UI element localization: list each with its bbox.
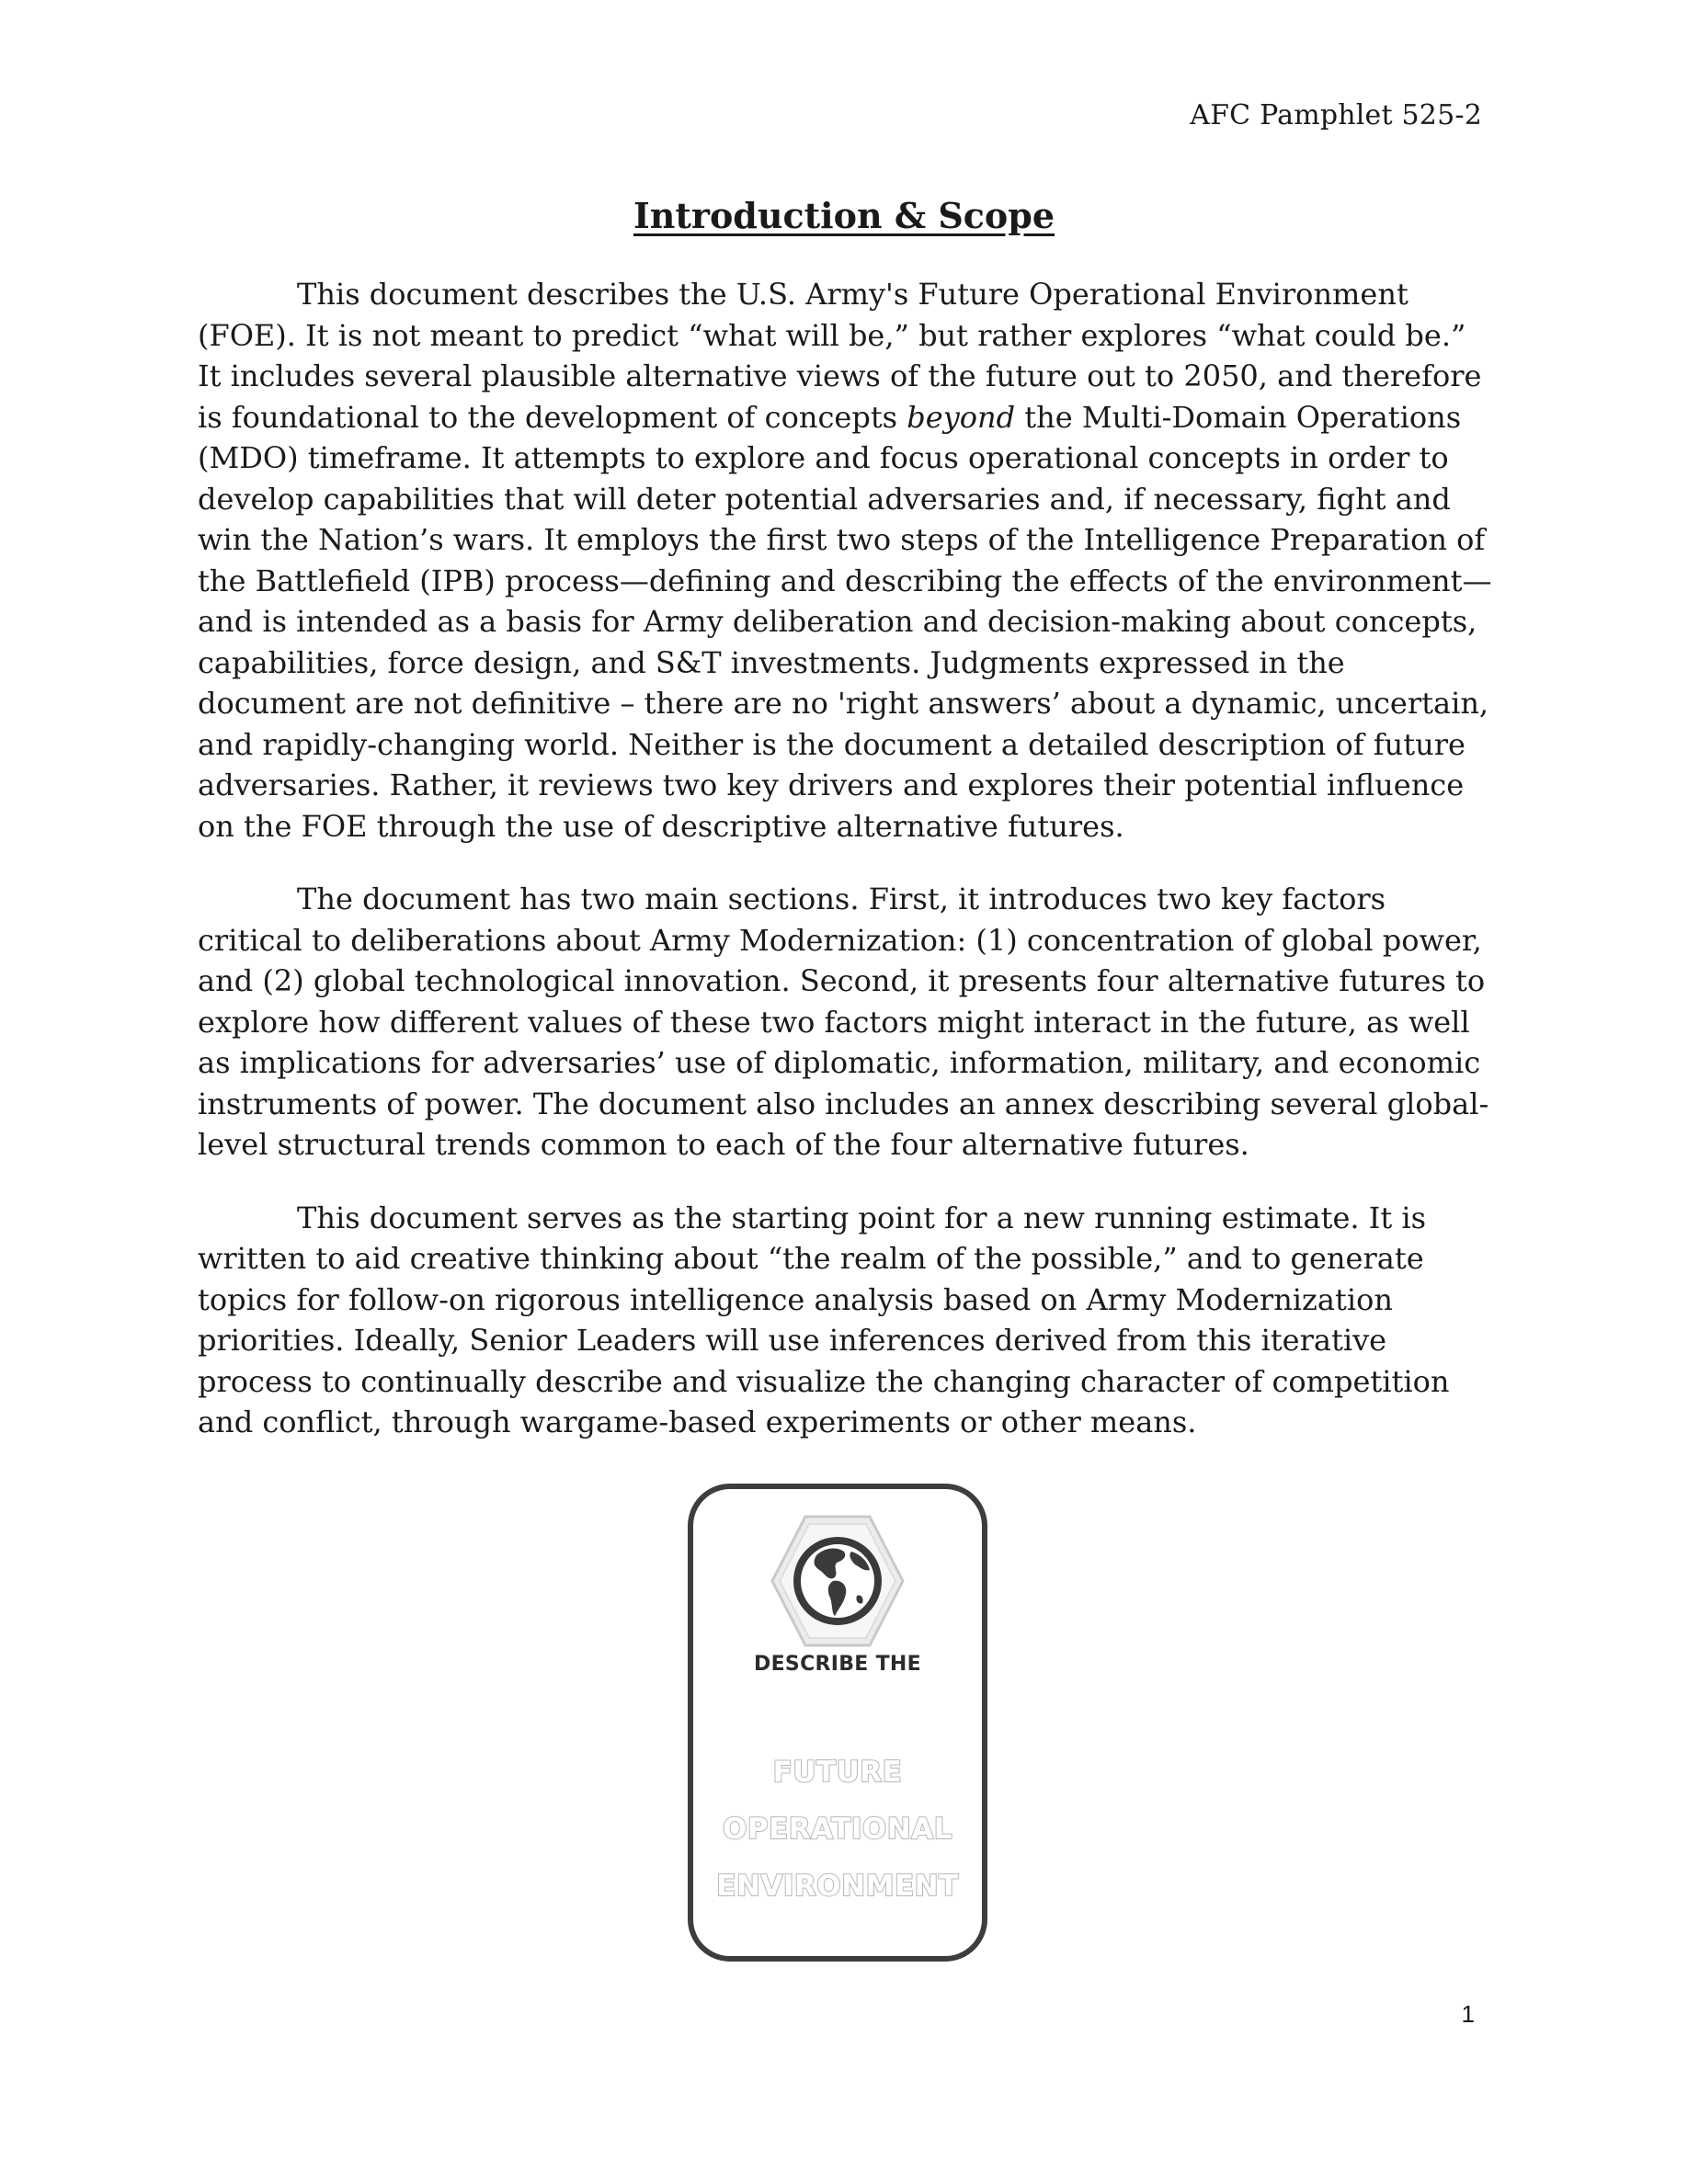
graphic-describe-label: DESCRIBE THE (754, 1653, 921, 1676)
foe-graphic-card (688, 1484, 987, 1962)
graphic-environment-label: ENVIRONMENT (716, 1870, 959, 1903)
graphic-future-label: FUTURE (772, 1756, 903, 1789)
paragraph-1-emphasis: beyond (907, 399, 1016, 435)
body-text (198, 274, 1492, 1475)
section-title: Introduction & Scope (633, 195, 1055, 236)
paragraph-1 (198, 274, 1492, 847)
paragraph-1-before: This document describes the U.S. Army's Future Operational Environment (FOE). It is not meant to predict “what will be,” but rather explores “what could be.” It includes several plausible alternative views of the future out to 2050, and therefore is foundational to the development of concepts (198, 277, 1482, 435)
globe-icon (769, 1513, 907, 1649)
page-number: 1 (1461, 2000, 1475, 2028)
document-header: AFC Pamphlet 525-2 (1190, 99, 1482, 131)
graphic-operational-label: OPERATIONAL (723, 1813, 952, 1846)
paragraph-1-after: the Multi-Domain Operations (MDO) timeframe. It attempts to explore and focus operational concepts in order to develop capabilities that will deter potential adversaries and, if necessary, fight and win the Nation’s wars. It employs the first two steps of the Intelligence Preparation of the Battlefield (IPB) process—defining and describing the effects of the environment—and is intended as a basis for Army deliberation and decision-making about concepts, capabilities, force design, and S&T investments. Judgments expressed in the document are not definitive – there are no 'right answers’ about a dynamic, uncertain, and rapidly-changing world. Neither is the document a detailed description of future adversaries. Rather, it reviews two key drivers and explores their potential influence on the FOE through the use of descriptive alternative futures. (198, 399, 1492, 844)
paragraph-3: This document serves as the starting point for a new running estimate. It is written to aid creative thinking about “the realm of the possible,” and to generate topics for follow-on rigorous intelligence analysis based on Army Modernization priorities. Ideally, Senior Leaders will use inferences derived from this iterative process to continually describe and visualize the changing character of competition and conflict, through wargame-based experiments or other means. (198, 1200, 1450, 1439)
paragraph-2: The document has two main sections. First, it introduces two key factors critical to deliberations about Army Modernization: (1) concentration of global power, and (2) global technological innovation. Second, it presents four alternative futures to explore how different values of these two factors might interact in the future, as well as implications for adversaries’ use of diplomatic, information, military, and economic instruments of power. The document also includes an annex describing several global-level structural trends common to each of the four alternative futures. (198, 882, 1489, 1162)
